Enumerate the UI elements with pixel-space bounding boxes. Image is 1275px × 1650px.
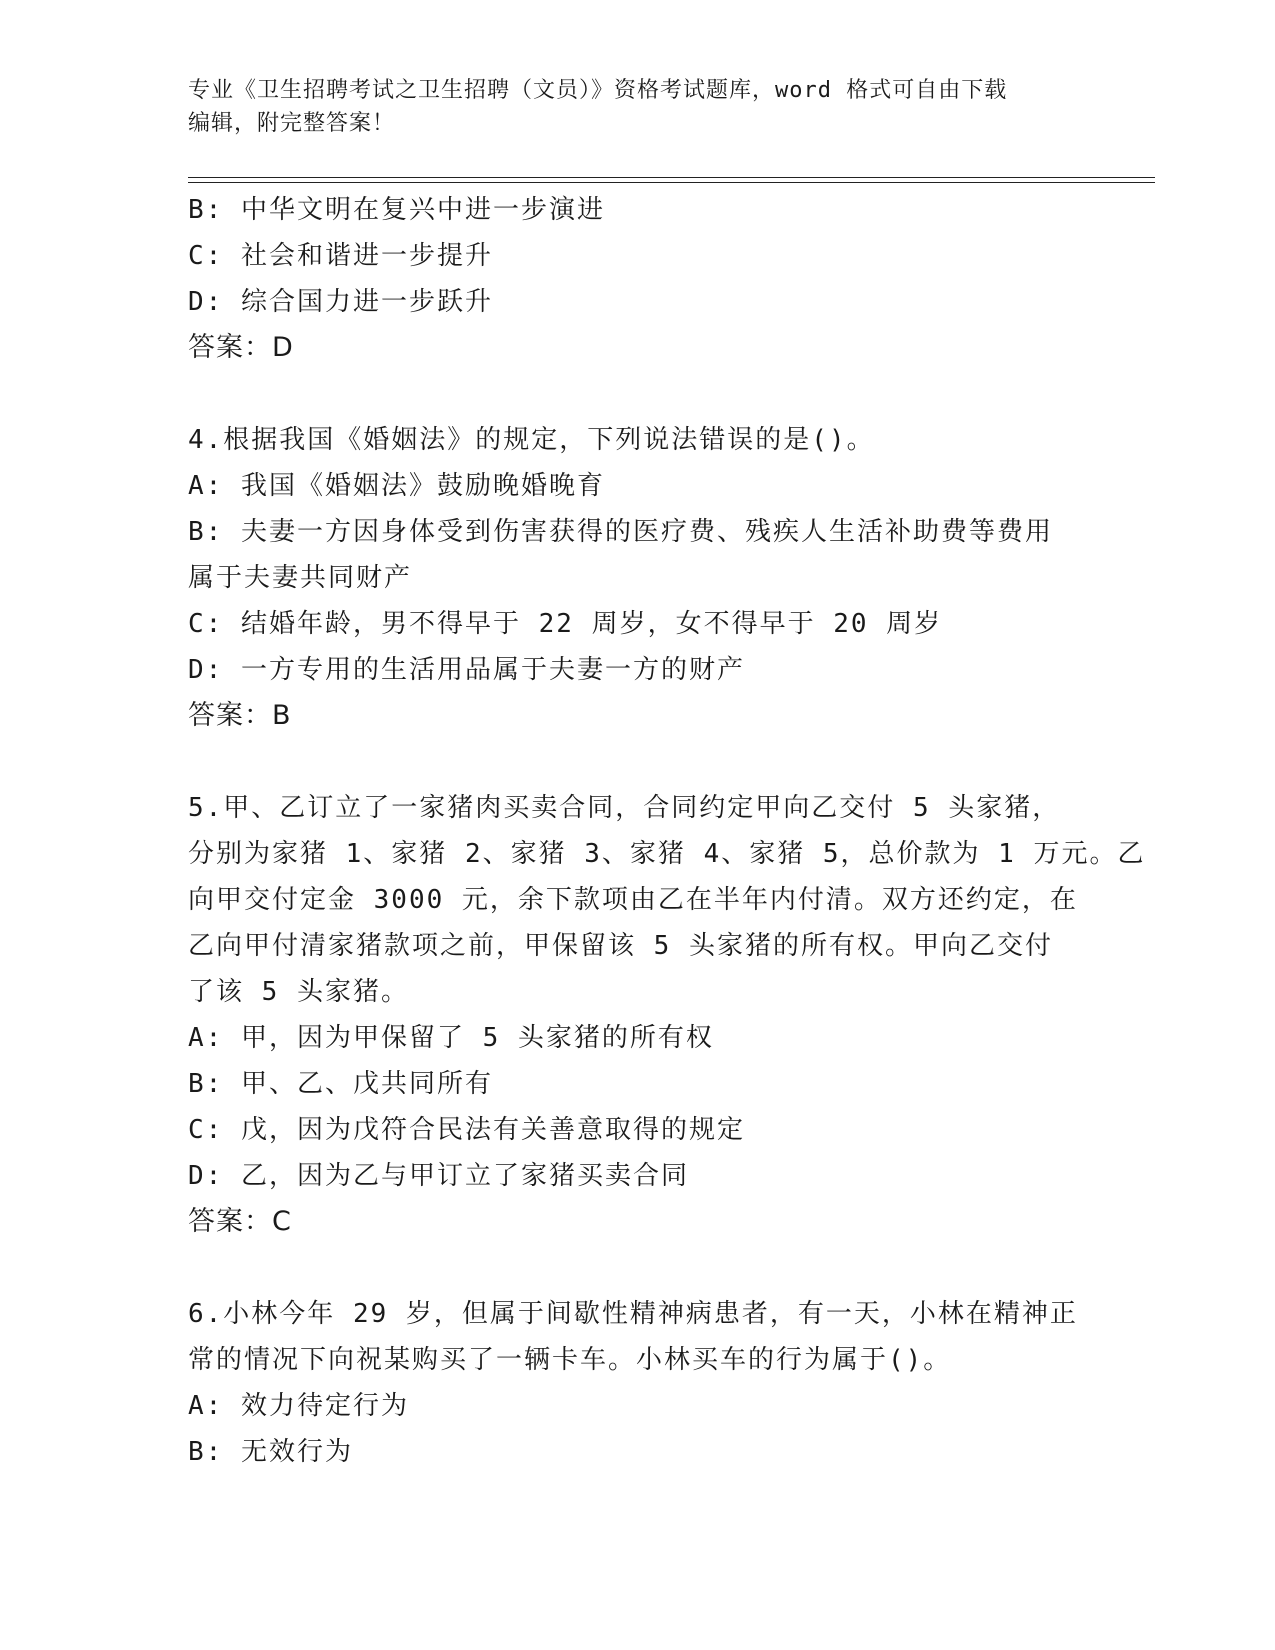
header-line-2: 编辑，附完整答案！ — [188, 111, 396, 136]
question-stem: 6.小林今年 29 岁，但属于间歇性精神病患者，有一天，小林在精神正 — [188, 1299, 1078, 1329]
question-stem: 5.甲、乙订立了一家猪肉买卖合同，合同约定甲向乙交付 5 头家猪， — [188, 793, 1061, 823]
question-stem-continued: 分别为家猪 1、家猪 2、家猪 3、家猪 4、家猪 5，总价款为 1 万元。乙 — [188, 839, 1146, 869]
option-b-continued: 属于夫妻共同财产 — [188, 563, 413, 593]
option-d: D: 乙，因为乙与甲订立了家猪买卖合同 — [188, 1161, 689, 1191]
option-a: A: 我国《婚姻法》鼓励晚婚晚育 — [188, 471, 605, 501]
header-divider-top — [188, 177, 1155, 178]
option-c: C: 社会和谐进一步提升 — [188, 241, 493, 271]
question-stem-continued: 乙向甲付清家猪款项之前，甲保留该 5 头家猪的所有权。甲向乙交付 — [188, 931, 1053, 961]
option-b: B: 中华文明在复兴中进一步演进 — [188, 195, 605, 225]
option-c: C: 结婚年龄，男不得早于 22 周岁，女不得早于 20 周岁 — [188, 609, 943, 639]
question-stem: 4.根据我国《婚姻法》的规定，下列说法错误的是()。 — [188, 425, 875, 455]
question-6 — [188, 1291, 1088, 1475]
question-stem-continued: 了该 5 头家猪。 — [188, 977, 409, 1007]
answer-line: 答案：D — [188, 332, 294, 363]
option-d: D: 综合国力进一步跃升 — [188, 287, 493, 317]
document-header — [188, 74, 1088, 140]
answer-line: 答案：B — [188, 700, 292, 731]
question-spacer — [188, 739, 1088, 785]
header-line-1: 专业《卫生招聘考试之卫生招聘（文员）》资格考试题库，word 格式可自由下载 — [188, 78, 1008, 103]
question-stem-continued: 向甲交付定金 3000 元，余下款项由乙在半年内付清。双方还约定，在 — [188, 885, 1078, 915]
option-b: B: 无效行为 — [188, 1437, 353, 1467]
option-a: A: 甲，因为甲保留了 5 头家猪的所有权 — [188, 1023, 714, 1053]
question-spacer — [188, 371, 1088, 417]
header-divider-bottom — [188, 182, 1155, 183]
question-stem-continued: 常的情况下向祝某购买了一辆卡车。小林买车的行为属于()。 — [188, 1345, 952, 1375]
option-d: D: 一方专用的生活用品属于夫妻一方的财产 — [188, 655, 745, 685]
answer-line: 答案：C — [188, 1206, 292, 1237]
option-b: B: 夫妻一方因身体受到伤害获得的医疗费、残疾人生活补助费等费用 — [188, 517, 1053, 547]
question-4 — [188, 417, 1088, 739]
option-a: A: 效力待定行为 — [188, 1391, 409, 1421]
question-spacer — [188, 1245, 1088, 1291]
question-list — [188, 187, 1146, 1475]
question-3-tail — [188, 187, 1088, 371]
question-5 — [188, 785, 1146, 1245]
option-c: C: 戊，因为戊符合民法有关善意取得的规定 — [188, 1115, 745, 1145]
option-b: B: 甲、乙、戊共同所有 — [188, 1069, 493, 1099]
